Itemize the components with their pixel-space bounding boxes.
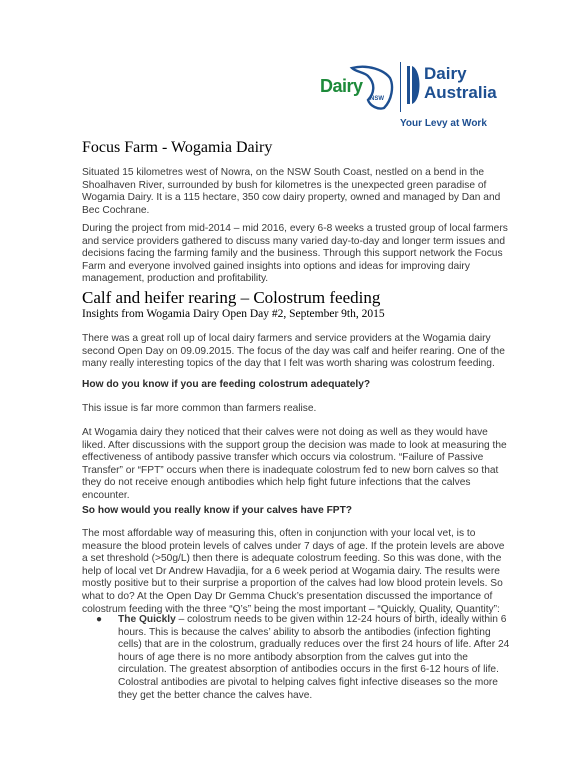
bullet-quickly: [118, 614, 514, 702]
question-1: How do you know if you are feeding colostrum adequately?: [82, 379, 371, 390]
da-line-1: Dairy: [424, 64, 467, 83]
da-line-2: Australia: [424, 83, 497, 102]
dairy-australia-wordmark: [424, 64, 497, 102]
logo-block: [318, 62, 518, 140]
q1-answer-1: This issue is far more common than farmers realise.: [82, 403, 317, 414]
section-intro-paragraph: There was a great roll up of local dairy farmers and service providers at the Wogamia dairy second Open Day on 09.09.2015. The focus of the day was calf and heifer rearing. One of the many really interesting topics of the day that I felt was worth sharing was colostrum feeding.: [82, 333, 505, 370]
dairy-nsw-logo: [318, 64, 396, 112]
dairy-australia-mark-icon: [406, 64, 422, 108]
logo-divider: [400, 62, 401, 112]
section-heading: Calf and heifer rearing – Colostrum feeding: [82, 288, 381, 307]
intro-paragraph-1: Situated 15 kilometres west of Nowra, on the NSW South Coast, nestled on a bend in the Shoalhaven River, surrounded by bush for kilometres is the unexpected green paradise of Wogamia Dairy. It is a 115 hectare, 350 cow dairy property, owned and managed by Dan and Bec Cochrane.: [82, 167, 501, 216]
question-2: So how would you really know if your calves have FPT?: [82, 505, 353, 516]
dairy-nsw-word: Dairy: [320, 76, 363, 96]
page-title: Focus Farm - Wogamia Dairy: [82, 139, 273, 156]
bullet-dot-icon: ●: [96, 614, 103, 625]
intro-paragraph-2: During the project from mid-2014 – mid 2016, every 6-8 weeks a trusted group of local farmers and service providers gathered to discuss many varied day-to-day and longer term issues and decisions facing the farming family and the business. Through this support network the Focus Farm and everyone involved gained insights into options and ideas for improving dairy management, production and profitability.: [82, 223, 508, 285]
logo-tagline: Your Levy at Work: [400, 118, 487, 129]
section-subheading: Insights from Wogamia Dairy Open Day #2, September 9th, 2015: [82, 308, 385, 320]
q1-answer-2: At Wogamia dairy they noticed that their calves were not doing as well as they would have liked. After discussions with the support group the decision was made to look at measuring the effectiveness of antibody passive transfer which occurs via colostrum. “Failure of Passive Transfer” or “FPT” occurs when there is inadequate colostrum fed to new born calves so that they do not receive enough antibodies which help fight future infections that the calves encounter.: [82, 427, 507, 501]
q2-answer: The most affordable way of measuring this, often in conjunction with your local vet, is to measure the blood protein levels of calves under 7 days of age. If the protein levels are above a set threshold (>50g/L) then there is adequate colostrum feeding. So this was done, with the help of local vet Dr Andrew Havadjia, for a 6 week period at Wogamia dairy. The results were mostly positive but to their surprise a proportion of the calves had low blood protein levels. So what to do? At the Open Day Dr Gemma Chuck’s presentation discussed the importance of colostrum feeding with the three “Q’s” being the most important – “Quickly, Quality, Quantity”:: [82, 528, 505, 615]
dairy-nsw-sub: NSW: [370, 96, 384, 102]
bullet-text: – colostrum needs to be given within 12-24 hours of birth, ideally within 6 hours. This is because the calves’ ability to absorb the antibodies (infection fighting cells) that are in the colostrum, gradually reduces over the first 24 hours of life. After 24 hours of age there is no more antibody absorption from the calves gut into the circulation. The greatest absorption of antibodies occurs in the first 6-12 hours of life. Colostral antibodies are pivotal to helping calves fight infective diseases so the more they get the better chance the calves have.: [118, 614, 510, 701]
bullet-lead: The Quickly: [118, 614, 176, 625]
